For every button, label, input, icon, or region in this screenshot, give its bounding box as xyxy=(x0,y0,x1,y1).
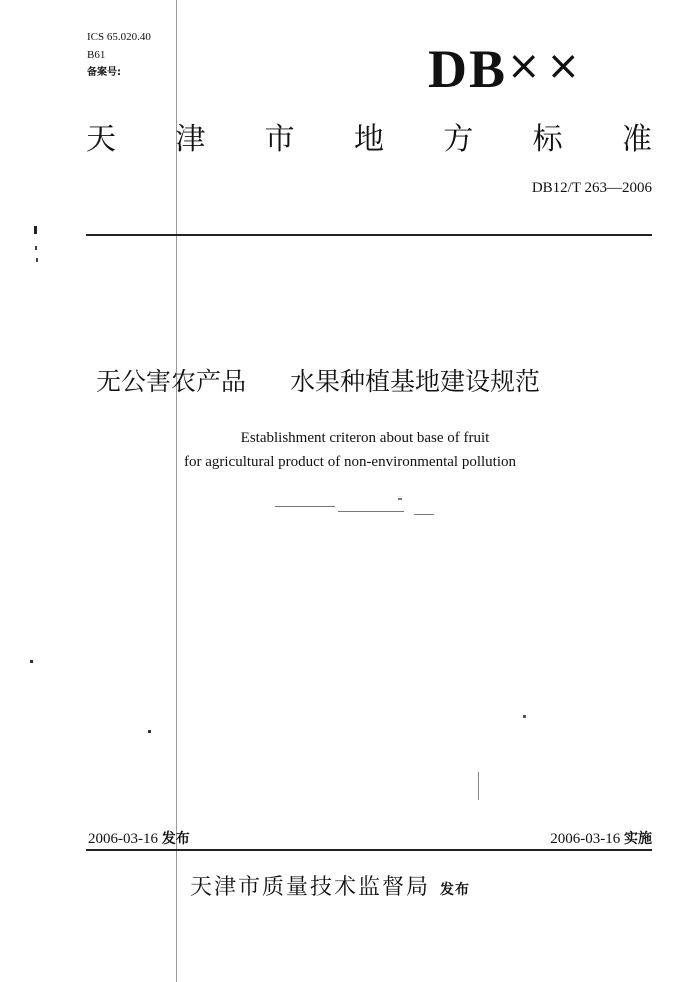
effective-date: 2006-03-16 xyxy=(550,831,621,847)
standard-type-char: 方 xyxy=(443,122,474,157)
scan-speck xyxy=(34,226,37,234)
scan-speck xyxy=(398,498,402,500)
effective-label: 实施 xyxy=(624,831,652,847)
scan-speck xyxy=(30,660,33,663)
standard-type-char: 天 xyxy=(86,122,116,157)
record-number-label: 备案号: xyxy=(87,67,121,78)
scan-speck xyxy=(338,511,404,512)
scan-speck xyxy=(478,772,479,800)
publisher-suffix: 发布 xyxy=(440,882,471,898)
ics-code: ICS 65.020.40 xyxy=(87,31,151,43)
db-logo-letters: DB xyxy=(428,39,508,99)
db-logo xyxy=(428,36,586,99)
scan-speck xyxy=(148,730,151,733)
standard-type-char: 津 xyxy=(175,122,206,157)
publisher-name: 天津市质量技术监督局 xyxy=(190,875,431,900)
issue-label: 发布 xyxy=(161,831,190,847)
issue-date-group xyxy=(88,828,190,848)
standard-type-char: 准 xyxy=(621,122,652,157)
english-title-line1: Establishment criteron about base of fruit xyxy=(240,430,490,446)
scan-speck xyxy=(36,258,38,262)
issue-date: 2006-03-16 xyxy=(88,831,158,847)
category-code: B61 xyxy=(87,49,106,61)
english-title-line2: for agricultural product of non-environmental pollution xyxy=(184,454,516,470)
standard-type-char: 地 xyxy=(353,122,384,157)
classification-block xyxy=(87,28,151,82)
scan-speck xyxy=(414,514,434,515)
scan-speck xyxy=(275,506,335,507)
publisher-line xyxy=(190,872,470,906)
standard-type-char: 市 xyxy=(264,122,295,157)
chinese-title xyxy=(96,364,540,400)
date-row xyxy=(88,828,652,848)
standard-type-char: 标 xyxy=(532,122,563,157)
scan-speck xyxy=(523,715,526,718)
effective-date-group xyxy=(550,828,652,848)
chinese-title-part1: 无公害农产品 xyxy=(96,367,247,396)
footer-divider xyxy=(86,849,652,851)
standard-number: DB12/T 263—2006 xyxy=(531,180,652,196)
db-logo-suffix: ×× xyxy=(507,43,587,89)
scan-speck xyxy=(35,246,37,250)
english-title xyxy=(0,426,700,474)
chinese-title-part2: 水果种植基地建设规范 xyxy=(290,367,541,396)
standard-type-heading xyxy=(86,120,652,160)
header-divider xyxy=(86,234,652,236)
